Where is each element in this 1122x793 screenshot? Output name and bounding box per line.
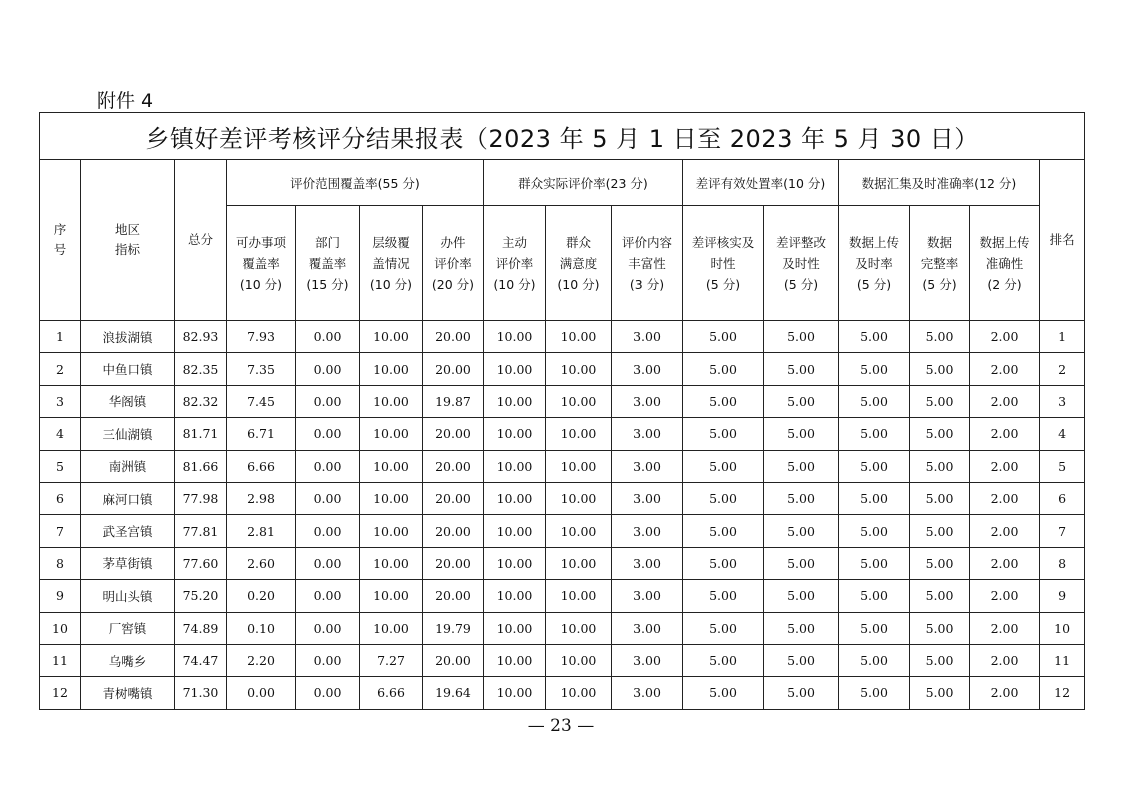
table-cell: 10.00	[484, 612, 546, 644]
rank-cell: 8	[1040, 547, 1085, 579]
table-cell: 10.00	[360, 580, 423, 612]
table-cell: 10.00	[360, 547, 423, 579]
sub-header-line: 数据	[926, 234, 952, 250]
sub-header-cell	[360, 206, 423, 321]
table-cell: 10.00	[484, 547, 546, 579]
table-cell: 2.00	[970, 580, 1040, 612]
table-cell: 6.66	[227, 450, 296, 482]
table-cell: 0.10	[227, 612, 296, 644]
sub-header-cell	[764, 206, 839, 321]
table-cell: 2.00	[970, 353, 1040, 385]
sub-header-cell	[296, 206, 360, 321]
table-cell: 0.00	[296, 482, 360, 514]
table-cell: 10.00	[546, 515, 612, 547]
table-cell: 3.00	[612, 353, 683, 385]
table-cell: 82.93	[175, 321, 227, 353]
table-cell: 5.00	[683, 547, 764, 579]
table-cell: 0.00	[296, 418, 360, 450]
sub-header-cell	[227, 206, 296, 321]
table-row	[40, 321, 1085, 353]
table-cell: 7.45	[227, 385, 296, 417]
table-cell: 10.00	[484, 321, 546, 353]
sub-header-line: 差评核实及	[691, 234, 755, 250]
table-cell: 8	[40, 547, 81, 579]
table-cell: 81.71	[175, 418, 227, 450]
sub-header-line: 办件	[440, 234, 466, 250]
table-cell: 7.93	[227, 321, 296, 353]
table-cell: 0.20	[227, 580, 296, 612]
table-cell: 5.00	[839, 547, 910, 579]
table-cell: 7	[40, 515, 81, 547]
report-title: 乡镇好差评考核评分结果报表（2023 年 5 月 1 日至 2023 年 5 月 30 日）	[40, 113, 1085, 160]
table-cell: 3.00	[612, 644, 683, 676]
sub-header-line: 评价率	[434, 255, 472, 271]
sub-header-line: (5 分)	[783, 276, 819, 292]
sub-header-cell	[484, 206, 546, 321]
rank-cell: 5	[1040, 450, 1085, 482]
table-cell: 7.27	[360, 644, 423, 676]
table-cell: 10.00	[360, 612, 423, 644]
table-cell: 0.00	[296, 644, 360, 676]
table-cell: 10.00	[484, 644, 546, 676]
sub-header-line: 部门	[314, 234, 340, 250]
table-cell: 10.00	[360, 385, 423, 417]
table-cell: 5.00	[910, 612, 970, 644]
table-cell: 10.00	[360, 418, 423, 450]
table-row	[40, 644, 1085, 676]
sub-header-cell	[839, 206, 910, 321]
town-name-cell: 明山头镇	[81, 580, 175, 612]
table-cell: 5.00	[910, 547, 970, 579]
table-cell: 5.00	[839, 677, 910, 709]
rank-cell: 6	[1040, 482, 1085, 514]
sub-header-line: (15 分)	[306, 276, 349, 292]
rank-cell: 11	[1040, 644, 1085, 676]
table-cell: 19.64	[423, 677, 484, 709]
table-cell: 20.00	[423, 580, 484, 612]
sub-header-line: (20 分)	[431, 276, 475, 292]
sub-header-line: (3 分)	[629, 276, 665, 292]
region-header-line: 指标	[114, 242, 140, 257]
table-cell: 5.00	[910, 677, 970, 709]
table-cell: 3.00	[612, 482, 683, 514]
table-cell: 5.00	[910, 482, 970, 514]
table-cell: 3.00	[612, 612, 683, 644]
table-cell: 19.79	[423, 612, 484, 644]
table-cell: 5.00	[683, 353, 764, 385]
table-cell: 0.00	[227, 677, 296, 709]
table-row	[40, 580, 1085, 612]
table-cell: 2.00	[970, 418, 1040, 450]
table-row	[40, 482, 1085, 514]
table-row	[40, 353, 1085, 385]
sub-header-line: (10 分)	[369, 276, 413, 292]
sub-header-line: 差评整改	[775, 234, 826, 250]
town-name-cell: 南洲镇	[81, 450, 175, 482]
table-cell: 10.00	[546, 450, 612, 482]
region-header-line: 地区	[114, 222, 140, 237]
table-row	[40, 612, 1085, 644]
sub-header-line: 群众	[565, 234, 591, 250]
table-cell: 2.60	[227, 547, 296, 579]
sub-header-cell	[423, 206, 484, 321]
sub-header-line: (10 分)	[239, 276, 283, 292]
table-cell: 5.00	[683, 482, 764, 514]
table-body	[40, 321, 1085, 710]
town-name-cell: 三仙湖镇	[81, 418, 175, 450]
table-cell: 10.00	[360, 515, 423, 547]
sub-header-line: (5 分)	[856, 276, 892, 292]
rank-cell: 1	[1040, 321, 1085, 353]
group-header-data: 数据汇集及时准确率(12 分)	[839, 160, 1040, 206]
table-cell: 5.00	[839, 418, 910, 450]
table-cell: 5.00	[910, 450, 970, 482]
table-cell: 20.00	[423, 450, 484, 482]
table-cell: 10.00	[546, 547, 612, 579]
rank-cell: 9	[1040, 580, 1085, 612]
table-cell: 3.00	[612, 547, 683, 579]
table-row	[40, 385, 1085, 417]
table-cell: 20.00	[423, 547, 484, 579]
table-cell: 5.00	[839, 580, 910, 612]
table-cell: 77.98	[175, 482, 227, 514]
table-cell: 10.00	[546, 418, 612, 450]
table-cell: 5.00	[839, 612, 910, 644]
table-cell: 0.00	[296, 677, 360, 709]
table-cell: 0.00	[296, 612, 360, 644]
table-cell: 20.00	[423, 482, 484, 514]
table-cell: 2.00	[970, 482, 1040, 514]
town-name-cell: 厂窖镇	[81, 612, 175, 644]
table-cell: 10.00	[546, 482, 612, 514]
sub-header-line: (5 分)	[922, 276, 957, 292]
table-cell: 3	[40, 385, 81, 417]
rank-cell: 7	[1040, 515, 1085, 547]
table-cell: 82.32	[175, 385, 227, 417]
table-row	[40, 515, 1085, 547]
table-cell: 5.00	[839, 515, 910, 547]
seq-header-line: 序	[53, 222, 67, 237]
sub-header-line: 准确性	[985, 255, 1024, 271]
table-cell: 10.00	[546, 385, 612, 417]
town-name-cell: 茅草街镇	[81, 547, 175, 579]
sub-header-cell	[683, 206, 764, 321]
table-cell: 10.00	[484, 353, 546, 385]
table-cell: 10	[40, 612, 81, 644]
rank-cell: 10	[1040, 612, 1085, 644]
table-row	[40, 677, 1085, 709]
table-cell: 82.35	[175, 353, 227, 385]
table-cell: 5.00	[683, 515, 764, 547]
table-cell: 71.30	[175, 677, 227, 709]
sub-header-cell	[546, 206, 612, 321]
town-name-cell: 武圣宫镇	[81, 515, 175, 547]
table-cell: 0.00	[296, 353, 360, 385]
table-cell: 5.00	[764, 353, 839, 385]
table-cell: 5.00	[910, 580, 970, 612]
table-cell: 5.00	[839, 321, 910, 353]
total-header: 总分	[175, 160, 227, 321]
table-cell: 10.00	[546, 353, 612, 385]
table-cell: 9	[40, 580, 81, 612]
table-cell: 19.87	[423, 385, 484, 417]
sub-header-cell	[910, 206, 970, 321]
table-cell: 10.00	[484, 385, 546, 417]
town-name-cell: 华阁镇	[81, 385, 175, 417]
seq-header	[40, 160, 81, 321]
sub-header-line: (10 分)	[557, 276, 600, 292]
sub-header-line: (5 分)	[705, 276, 741, 292]
table-cell: 2	[40, 353, 81, 385]
sub-header-line: 覆盖率	[242, 255, 280, 271]
table-cell: 5.00	[683, 612, 764, 644]
region-header	[81, 160, 175, 321]
group-header-disposal: 差评有效处置率(10 分)	[683, 160, 839, 206]
page-number: — 23 —	[527, 716, 595, 736]
table-cell: 5.00	[910, 321, 970, 353]
score-report-table	[39, 112, 1085, 710]
table-cell: 5.00	[839, 385, 910, 417]
table-cell: 10.00	[546, 580, 612, 612]
sub-header-line: 丰富性	[628, 255, 666, 271]
attachment-label: 附件 4	[97, 90, 154, 112]
table-cell: 2.00	[970, 385, 1040, 417]
table-cell: 5.00	[910, 353, 970, 385]
table-cell: 10.00	[360, 450, 423, 482]
town-name-cell: 麻河口镇	[81, 482, 175, 514]
sub-header-line: 数据上传	[848, 234, 899, 250]
sub-header-line: (2 分)	[987, 276, 1022, 292]
table-row	[40, 450, 1085, 482]
sub-header-line: (10 分)	[493, 276, 536, 292]
table-cell: 2.98	[227, 482, 296, 514]
table-cell: 10.00	[484, 580, 546, 612]
table-cell: 20.00	[423, 353, 484, 385]
table-cell: 0.00	[296, 547, 360, 579]
sub-header-line: 主动	[501, 234, 527, 250]
sub-header-line: 时性	[710, 255, 736, 271]
table-cell: 6.71	[227, 418, 296, 450]
table-cell: 10.00	[546, 612, 612, 644]
town-name-cell: 乌嘴乡	[81, 644, 175, 676]
table-cell: 5.00	[683, 450, 764, 482]
table-cell: 11	[40, 644, 81, 676]
table-cell: 5.00	[910, 515, 970, 547]
table-cell: 5.00	[839, 353, 910, 385]
rank-cell: 2	[1040, 353, 1085, 385]
sub-header-cell	[612, 206, 683, 321]
table-cell: 5.00	[764, 612, 839, 644]
table-cell: 75.20	[175, 580, 227, 612]
town-name-cell: 青树嘴镇	[81, 677, 175, 709]
table-cell: 5.00	[910, 385, 970, 417]
table-cell: 4	[40, 418, 81, 450]
sub-header-line: 完整率	[920, 255, 959, 271]
sub-header-line: 覆盖率	[308, 255, 347, 271]
table-cell: 2.81	[227, 515, 296, 547]
table-cell: 20.00	[423, 321, 484, 353]
table-cell: 3.00	[612, 515, 683, 547]
table-cell: 5.00	[764, 580, 839, 612]
table-cell: 2.00	[970, 612, 1040, 644]
sub-header-line: 数据上传	[979, 234, 1030, 250]
table-cell: 5.00	[764, 677, 839, 709]
sub-header-line: 盖情况	[372, 255, 410, 271]
table-cell: 0.00	[296, 385, 360, 417]
sub-header-line: 可办事项	[235, 234, 286, 250]
table-cell: 74.89	[175, 612, 227, 644]
seq-header-line: 号	[53, 242, 67, 257]
table-cell: 5.00	[764, 515, 839, 547]
table-cell: 3.00	[612, 321, 683, 353]
table-cell: 10.00	[484, 677, 546, 709]
town-name-cell: 中鱼口镇	[81, 353, 175, 385]
rank-cell: 12	[1040, 677, 1085, 709]
table-cell: 77.81	[175, 515, 227, 547]
sub-header-line: 满意度	[559, 255, 598, 271]
table-cell: 0.00	[296, 580, 360, 612]
sub-header-line: 及时率	[855, 255, 893, 271]
table-cell: 74.47	[175, 644, 227, 676]
table-cell: 2.00	[970, 644, 1040, 676]
table-cell: 5.00	[839, 482, 910, 514]
table-cell: 5.00	[764, 547, 839, 579]
table-cell: 10.00	[360, 482, 423, 514]
table-cell: 5	[40, 450, 81, 482]
sub-header-cell	[970, 206, 1040, 321]
table-cell: 10.00	[546, 644, 612, 676]
table-cell: 5.00	[683, 321, 764, 353]
table-cell: 5.00	[764, 418, 839, 450]
table-cell: 10.00	[484, 418, 546, 450]
table-cell: 10.00	[546, 677, 612, 709]
table-cell: 5.00	[764, 644, 839, 676]
sub-header-line: 层级覆	[372, 234, 410, 250]
table-cell: 10.00	[484, 482, 546, 514]
table-cell: 0.00	[296, 515, 360, 547]
table-cell: 81.66	[175, 450, 227, 482]
table-cell: 20.00	[423, 418, 484, 450]
table-cell: 5.00	[764, 450, 839, 482]
table-cell: 0.00	[296, 450, 360, 482]
table-cell: 1	[40, 321, 81, 353]
table-cell: 5.00	[683, 580, 764, 612]
table-row	[40, 547, 1085, 579]
table-cell: 10.00	[360, 321, 423, 353]
table-cell: 5.00	[910, 418, 970, 450]
table-cell: 20.00	[423, 644, 484, 676]
table-row	[40, 418, 1085, 450]
table-cell: 6	[40, 482, 81, 514]
town-name-cell: 浪拔湖镇	[81, 321, 175, 353]
table-cell: 3.00	[612, 450, 683, 482]
rank-header: 排名	[1040, 160, 1085, 321]
table-cell: 5.00	[683, 385, 764, 417]
table-cell: 5.00	[764, 482, 839, 514]
group-header-evaluation: 群众实际评价率(23 分)	[484, 160, 683, 206]
table-cell: 2.00	[970, 450, 1040, 482]
table-cell: 5.00	[764, 321, 839, 353]
table-cell: 2.00	[970, 677, 1040, 709]
table-cell: 6.66	[360, 677, 423, 709]
rank-cell: 4	[1040, 418, 1085, 450]
table-cell: 5.00	[683, 644, 764, 676]
rank-cell: 3	[1040, 385, 1085, 417]
sub-header-line: 及时性	[782, 255, 820, 271]
table-cell: 5.00	[839, 644, 910, 676]
table-cell: 5.00	[683, 677, 764, 709]
table-cell: 5.00	[764, 385, 839, 417]
table-cell: 2.00	[970, 321, 1040, 353]
table-cell: 3.00	[612, 677, 683, 709]
table-cell: 20.00	[423, 515, 484, 547]
table-cell: 10.00	[484, 515, 546, 547]
table-cell: 0.00	[296, 321, 360, 353]
table-cell: 3.00	[612, 418, 683, 450]
table-cell: 10.00	[546, 321, 612, 353]
group-header-coverage: 评价范围覆盖率(55 分)	[227, 160, 484, 206]
table-cell: 10.00	[484, 450, 546, 482]
table-cell: 3.00	[612, 385, 683, 417]
table-cell: 2.20	[227, 644, 296, 676]
sub-header-line: 评价率	[495, 255, 534, 271]
table-cell: 3.00	[612, 580, 683, 612]
table-cell: 10.00	[360, 353, 423, 385]
table-cell: 5.00	[683, 418, 764, 450]
table-cell: 2.00	[970, 515, 1040, 547]
table-cell: 2.00	[970, 547, 1040, 579]
table-cell: 7.35	[227, 353, 296, 385]
table-cell: 5.00	[910, 644, 970, 676]
sub-header-line: 评价内容	[621, 234, 672, 250]
table-cell: 5.00	[839, 450, 910, 482]
table-cell: 12	[40, 677, 81, 709]
table-cell: 77.60	[175, 547, 227, 579]
